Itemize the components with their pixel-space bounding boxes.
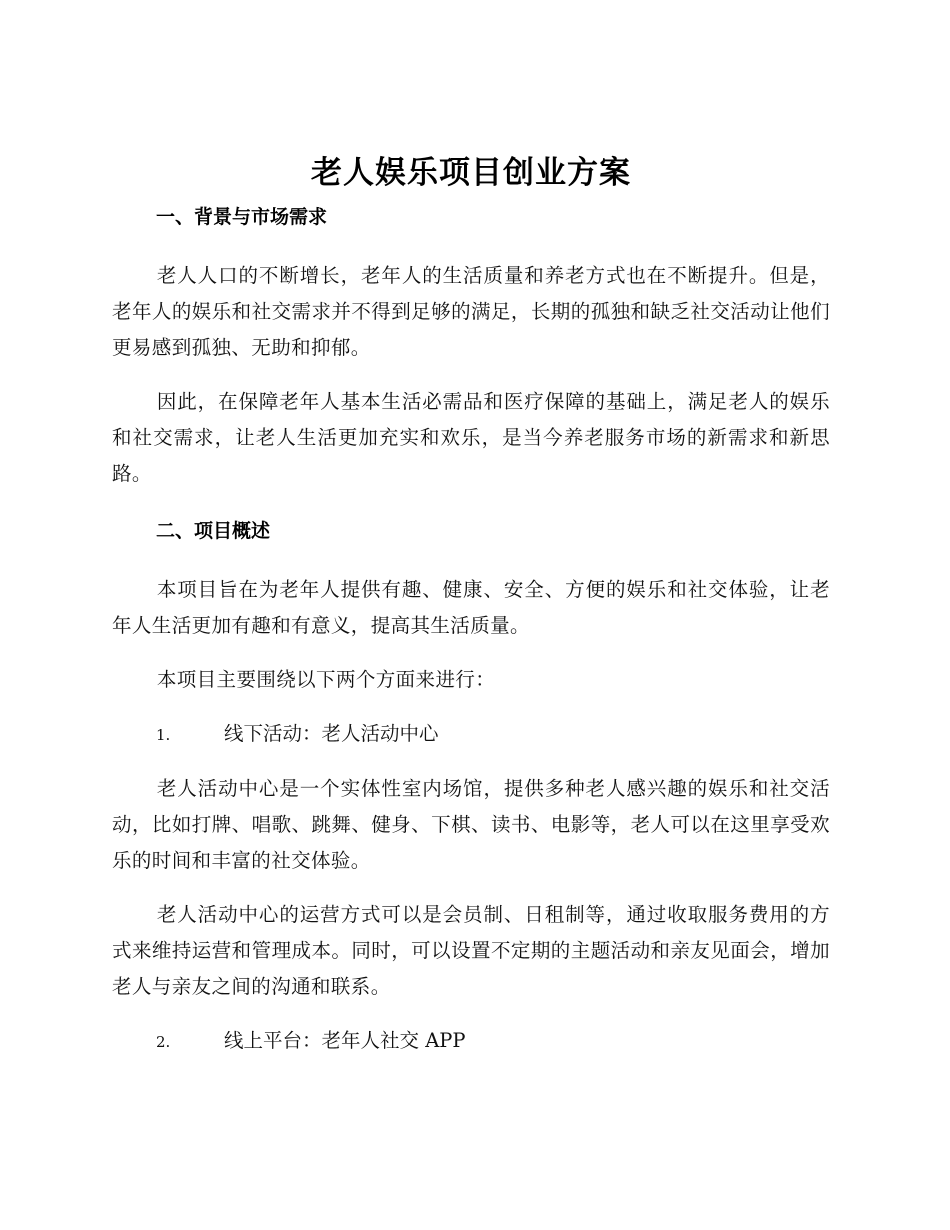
section-heading-background: 一、背景与市场需求 — [156, 206, 328, 228]
document-page — [112, 150, 830, 1078]
list-label: 线下活动：老人活动中心 — [224, 722, 439, 745]
paragraph: 老人活动中心的运营方式可以是会员制、日租制等，通过收取服务费用的方式来维持运营和管理成本。同时，可以设置不定期的主题活动和亲友见面会，增加老人与亲友之间的沟通和联系。 — [112, 903, 830, 998]
paragraph: 因此，在保障老年人基本生活必需品和医疗保障的基础上，满足老人的娱乐和社交需求，让老人生活更加充实和欢乐，是当今养老服务市场的新需求和新思路。 — [112, 390, 830, 485]
list-number: 1. — [156, 726, 171, 744]
list-number: 2. — [156, 1033, 171, 1051]
section-heading-overview: 二、项目概述 — [156, 520, 271, 542]
list-item-online — [112, 1023, 830, 1060]
list-item-offline — [112, 716, 830, 753]
paragraph: 老人活动中心是一个实体性室内场馆，提供多种老人感兴趣的娱乐和社交活动，比如打牌、唱歌、跳舞、健身、下棋、读书、电影等，老人可以在这里享受欢乐的时间和丰富的社交体验。 — [112, 777, 830, 872]
paragraph: 本项目旨在为老年人提供有趣、健康、安全、方便的娱乐和社交体验，让老年人生活更加有趣和有意义，提高其生活质量。 — [112, 578, 830, 637]
document-title: 老人娱乐项目创业方案 — [311, 155, 631, 191]
list-label: 线上平台：老年人社交 APP — [224, 1029, 466, 1052]
paragraph: 老人人口的不断增长，老年人的生活质量和养老方式也在不断提升。但是，老年人的娱乐和社交需求并不得到足够的满足，长期的孤独和缺乏社交活动让他们更易感到孤独、无助和抑郁。 — [112, 264, 830, 359]
paragraph: 本项目主要围绕以下两个方面来进行： — [156, 668, 496, 691]
